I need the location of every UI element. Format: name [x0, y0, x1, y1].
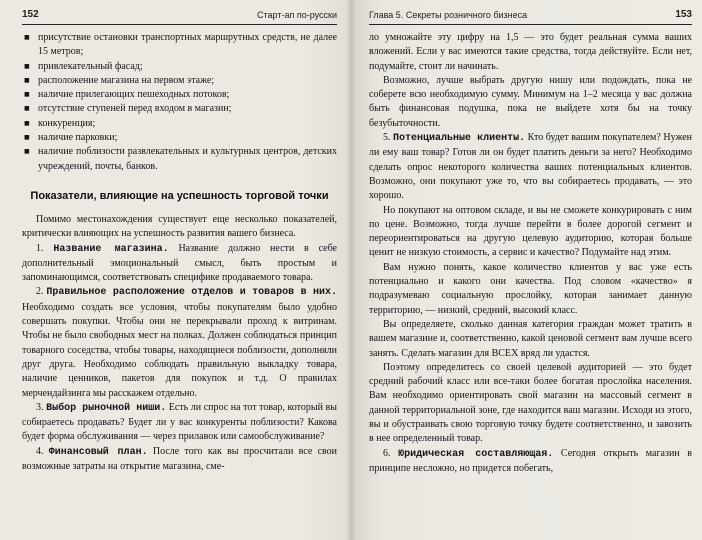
numbered-paragraph-1: [22, 242, 337, 286]
right-page-number: 153: [675, 9, 692, 20]
bullet-item: ■ конкуренция;: [22, 117, 337, 131]
body-paragraph: Вам нужно понять, какое количество клиентов у вас уже есть потенциально и какого они качества. Под словом «качество» я подразумеваю социальную прослойку, которая занимает данную территорию, — низкий, средний, высокий класс.: [369, 261, 692, 316]
item-text: Есть ли спрос на тот товар, который вы собираетесь продавать? Будет ли у вас конкуренты поблизости? Какова будет форма обслуживания — через прилавок или самообслуживание?: [22, 401, 337, 443]
intro-paragraph: Помимо местонахождения существует еще несколько показателей, критически влияющих на успешность развития вашего бизнеса.: [22, 213, 337, 240]
numbered-paragraph-6: [369, 447, 692, 477]
item-number: 6.: [383, 447, 391, 459]
item-title: Юридическая составляющая.: [398, 448, 554, 460]
bullet-item: ■ отсутствие ступеней перед входом в магазин;: [22, 102, 337, 116]
left-page-body: [22, 31, 337, 474]
section-heading: Показатели, влияющие на успешность торговой точки: [30, 189, 329, 202]
right-running-title: Глава 5. Секреты розничного бизнеса: [369, 10, 528, 20]
bullet-item: ■ наличие прилегающих пешеходных потоков;: [22, 88, 337, 102]
item-text: После того как вы просчитали все свои возможные затраты на открытие магазина, сме-: [22, 445, 338, 473]
right-page: [351, 0, 702, 540]
location-factors-list: [22, 31, 337, 174]
body-paragraph: Поэтому определитесь со своей целевой аудиторией — это будет средний рабочий класс или все-таки более богатая прослойка населения. Вам необходимо ориентировать свой магазин на массовый сегмент в данной территориальной зоне, где находится ваш магазин. Исходя из этого, вы и обустраивать свою торговую точку будете соответственно, и завозить в нее определенный товар.: [369, 361, 692, 445]
item-title: Финансовый план.: [48, 446, 148, 458]
numbered-paragraph-2: [22, 285, 337, 400]
numbered-paragraph-4: [22, 445, 337, 475]
item-number: 3.: [36, 401, 44, 413]
numbered-paragraph-5: [369, 131, 692, 203]
bullet-item: ■ наличие парковки;: [22, 131, 337, 145]
item-title: Название магазина.: [53, 243, 169, 255]
left-page-number: 152: [22, 9, 39, 20]
item-number: 1.: [36, 242, 44, 254]
item-number: 2.: [36, 286, 44, 298]
right-running-head: [369, 6, 692, 25]
bullet-item: ■ присутствие остановки транспортных маршрутных средств, не далее 15 метров;: [22, 31, 337, 60]
left-running-title: Старт-ап по-русски: [257, 10, 337, 20]
continued-paragraph: ло умножайте эту цифру на 1,5 — это будет реальная сумма ваших вложений. Если у вас имеются такие средства, тогда действуйте. Если нет, подумайте, стоит ли начинать.: [369, 32, 692, 72]
body-paragraph: Возможно, лучше выбрать другую нишу или подождать, пока не соберете всю необходимую сумму. Минимум на 1–2 месяца у вас должна быть финансовая подушка, пока не выйдете хотя бы на точку безубыточности.: [369, 74, 692, 129]
item-title: Выбор рыночной ниши.: [46, 402, 167, 414]
body-paragraph: Но покупают на оптовом складе, и вы не сможете конкурировать с ним по цене. Возможно, тогда лучше перейти в более дорогой сегмент и переориентироваться на другую целевую аудиторию, которая больше ценит не низкую стоимость, а сервис и качество? Подумайте над этим.: [369, 204, 692, 259]
item-text: Сегодня открыть магазин в принципе несложно, но придется побегать,: [369, 447, 693, 474]
right-page-body: [369, 31, 692, 476]
item-number: 5.: [383, 132, 391, 144]
numbered-paragraph-3: [22, 401, 337, 445]
bullet-item: ■ расположение магазина на первом этаже;: [22, 74, 337, 88]
left-running-head: [22, 6, 337, 25]
item-text: Название должно нести в себе дополнительный эмоциональный смысл, быть простым и запоминающимся, соответствовать специфике продаваемого товара.: [22, 242, 337, 284]
item-title: Потенциальные клиенты.: [393, 133, 526, 145]
bullet-item: ■ наличие поблизости развлекательных и культурных центров, детских учреждений, почты, банков.: [22, 145, 337, 174]
item-title: Правильное расположение отделов и товаров в них.: [46, 287, 337, 299]
item-text: Необходимо создать все условия, чтобы покупателям было удобно совершать покупки. Чтобы они не перекрывали проход к витринам. Чтобы не было свободных мест на полках. Должен соблюдаться принцип товарного соседства, чтобы товары, находящиеся поблизости, дополняли друг друга. Необходимо соблюдать правильную выкладку товара, наличие ценников, пакетов для покупок и т.д. О правилах мерчендайзинга мы расскажем отдельно.: [22, 301, 337, 399]
item-text: Кто будет вашим покупателем? Нужен ли ему ваш товар? Готов ли он будет платить деньги за него? Необходимо сделать опрос некоторого количества ваших потенциальных клиентов. Возможно, они покупают уже то, что вы собираетесь продавать, — это хорошо.: [369, 132, 693, 202]
item-number: 4.: [36, 445, 44, 457]
bullet-item: ■ привлекательный фасад;: [22, 60, 337, 74]
body-paragraph: Вы определяете, сколько данная категория граждан может тратить в вашем магазине и, соответственно, какой ценовой сегмент вам лучше всего занять. Сделать магазин для ВСЕХ вряд ли удастся.: [369, 318, 692, 359]
